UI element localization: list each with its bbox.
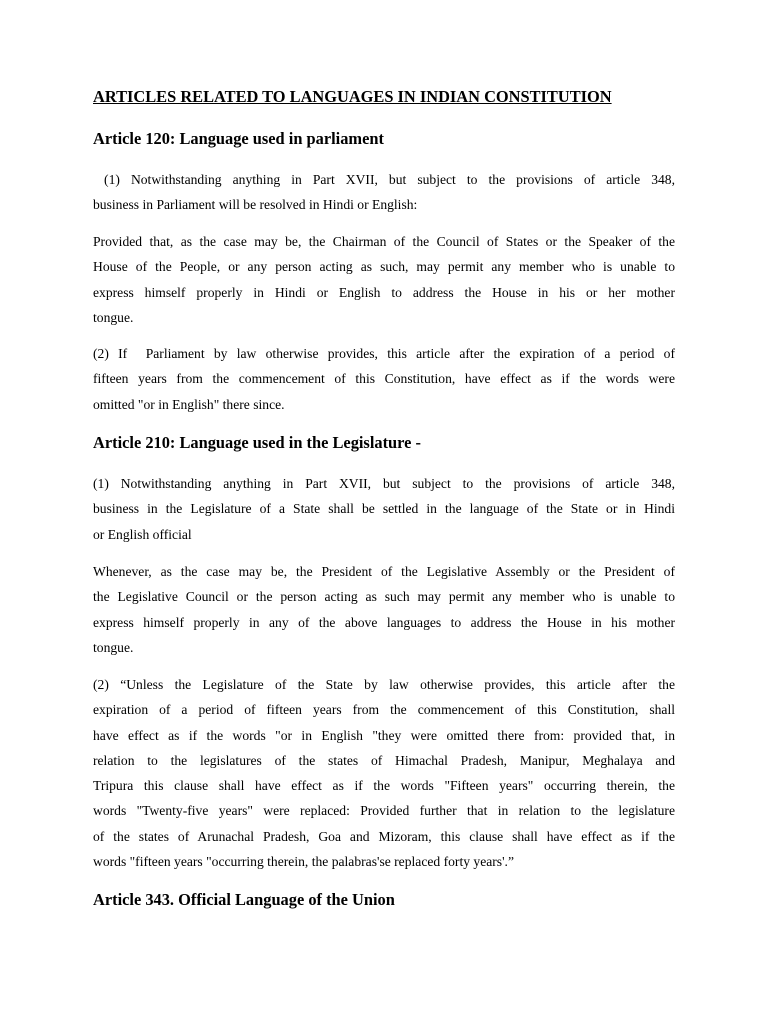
text-line: (1) Notwithstanding anything in Part XVII, but subject to the provisions of article 348, bbox=[93, 476, 675, 491]
text-line: have effect as if the words "or in English "they were omitted there from: provided that, in bbox=[93, 727, 675, 743]
text-line: words "fifteen years "occurring therein, the palabras'se replaced forty years'.” bbox=[93, 854, 514, 870]
document-title: ARTICLES RELATED TO LANGUAGES IN INDIAN CONSTITUTION bbox=[93, 87, 612, 106]
article-120-paragraph-1 bbox=[93, 167, 675, 218]
text-line: or English official bbox=[93, 526, 192, 542]
text-line: (1) Notwithstanding anything in Part XVII, but subject to the provisions of article 348, bbox=[93, 172, 675, 187]
article-120-heading: Article 120: Language used in parliament bbox=[93, 129, 384, 148]
text-line: business in the Legislature of a State shall be settled in the language of the State or in Hindi bbox=[93, 501, 675, 517]
text-line: tongue. bbox=[93, 309, 134, 325]
article-343-heading: Article 343. Official Language of the Union bbox=[93, 890, 395, 909]
text-line: Tripura this clause shall have effect as if the words "Fifteen years" occurring therein, the bbox=[93, 778, 675, 794]
article-120-paragraph-2 bbox=[93, 229, 675, 330]
text-line: the Legislative Council or the person acting as such may permit any member who is unable to bbox=[93, 589, 675, 605]
article-210-paragraph-2 bbox=[93, 559, 675, 660]
text-line: (2) “Unless the Legislature of the State by law otherwise provides, this article after the bbox=[93, 677, 675, 692]
text-line: omitted "or in English" there since. bbox=[93, 396, 285, 412]
text-line: expiration of a period of fifteen years from the commencement of this Constitution, shall bbox=[93, 702, 675, 718]
text-line: express himself properly in any of the above languages to address the House in his mother bbox=[93, 614, 675, 630]
text-line: fifteen years from the commencement of this Constitution, have effect as if the words were bbox=[93, 371, 675, 387]
article-210-paragraph-3 bbox=[93, 672, 675, 874]
text-line: Provided that, as the case may be, the Chairman of the Council of States or the Speaker of the bbox=[93, 234, 675, 249]
text-line: express himself properly in Hindi or English to address the House in his or her mother bbox=[93, 284, 675, 300]
text-line: of the states of Arunachal Pradesh, Goa and Mizoram, this clause shall have effect as if the bbox=[93, 828, 675, 844]
article-210-heading: Article 210: Language used in the Legislature - bbox=[93, 433, 421, 452]
text-line: relation to the legislatures of the states of Himachal Pradesh, Manipur, Meghalaya and bbox=[93, 752, 675, 768]
text-line: words "Twenty-five years" were replaced: Provided further that in relation to the legislature bbox=[93, 803, 675, 819]
text-line: tongue. bbox=[93, 639, 134, 655]
text-line: (2) If Parliament by law otherwise provides, this article after the expiration of a period of bbox=[93, 346, 675, 361]
article-210-paragraph-1 bbox=[93, 471, 675, 547]
article-120-paragraph-3 bbox=[93, 341, 675, 417]
text-line: business in Parliament will be resolved in Hindi or English: bbox=[93, 197, 418, 213]
text-line: Whenever, as the case may be, the President of the Legislative Assembly or the President of bbox=[93, 564, 675, 579]
text-line: House of the People, or any person acting as such, may permit any member who is unable to bbox=[93, 259, 675, 275]
